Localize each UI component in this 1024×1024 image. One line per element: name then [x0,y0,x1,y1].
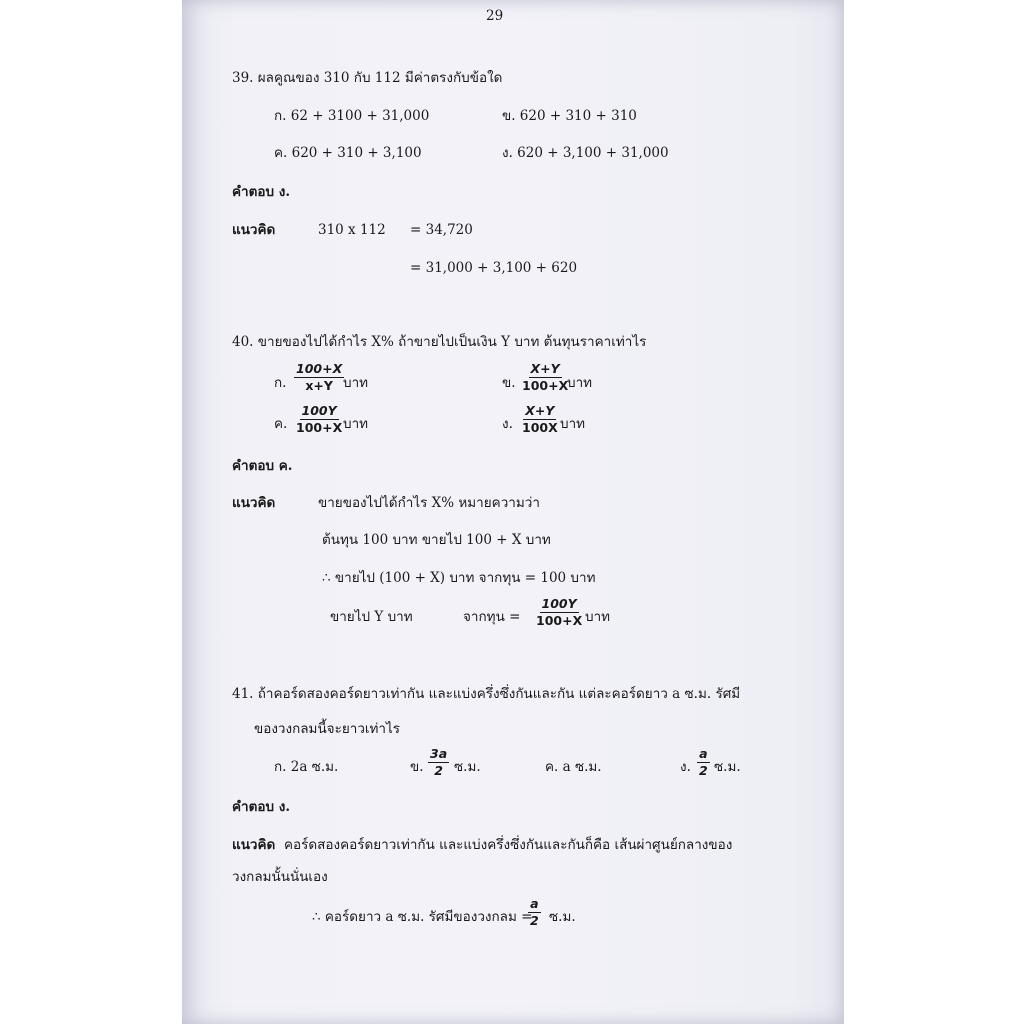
q41-method-line-2: วงกลมนั้นนั่นเอง [232,869,328,885]
q40-method-line-4: ขายไป Y บาท [330,609,413,625]
q40-choice-a-fraction [294,362,344,394]
q39-equation-2: = 31,000 + 3,100 + 620 [410,260,578,276]
q40-method-line-2: ต้นทุน 100 บาท ขายไป 100 + X บาท [322,532,551,548]
q40-choice-b-unit: บาท [567,375,593,391]
q41-question-line-2: ของวงกลมนี้จะยาวเท่าไร [254,721,401,737]
q40-choice-c-label: ค. [274,416,288,432]
q41-choice-d-fraction [697,747,710,779]
q41-choice-b-fraction [428,747,449,779]
q39-question: 39. ผลคูณของ 310 กับ 112 มีค่าตรงกับข้อใด [232,70,503,86]
fraction-numerator: a [697,747,709,763]
fraction-numerator: 3a [428,747,449,763]
q40-method-line-4-equals: จากทุน = [463,609,521,625]
q41-choice-a: ก. 2a ซ.ม. [274,759,339,775]
q39-answer: คำตอบ ง. [232,184,291,200]
q40-choice-c-fraction [294,404,344,436]
q39-work-lhs: 310 x 112 [318,222,386,238]
q41-conclusion-unit: ซ.ม. [549,909,576,925]
fraction-denominator: 2 [530,913,539,929]
q41-question-line-1: 41. ถ้าคอร์ดสองคอร์ดยาวเท่ากัน และแบ่งครึ่งซึ่งกันและกัน แต่ละคอร์ดยาว a ซ.ม. รัศมี [232,686,741,702]
q40-choice-d-label: ง. [502,416,513,432]
q40-choice-a-unit: บาท [343,375,369,391]
fraction-numerator: X+Y [523,404,556,420]
q39-equation-1: = 34,720 [410,222,473,238]
q40-method-unit: บาท [585,609,611,625]
q40-choice-d-fraction [520,404,560,436]
q41-choice-c: ค. a ซ.ม. [545,759,602,775]
fraction-numerator: 100Y [300,404,339,420]
fraction-numerator: a [528,897,540,913]
q41-method-line-1: คอร์ดสองคอร์ดยาวเท่ากัน และแบ่งครึ่งซึ่งกันและกันก็คือ เส้นผ่าศูนย์กลางของ [284,837,733,853]
q39-method-label: แนวคิด [232,222,276,238]
q40-choice-c-unit: บาท [343,416,369,432]
q41-choice-b-label: ข. [410,759,424,775]
q39-choice-d: ง. 620 + 3,100 + 31,000 [502,145,669,161]
q39-choice-c: ค. 620 + 310 + 3,100 [274,145,422,161]
q41-conclusion: ∴ คอร์ดยาว a ซ.ม. รัศมีของวงกลม = [312,909,533,925]
fraction-denominator: 2 [434,763,443,779]
q40-answer: คำตอบ ค. [232,458,293,474]
q39-choice-a: ก. 62 + 3100 + 31,000 [274,108,430,124]
q41-choice-b-unit: ซ.ม. [454,759,481,775]
q39-choice-b: ข. 620 + 310 + 310 [502,108,637,124]
fraction-denominator: 2 [699,763,708,779]
q40-question: 40. ขายของไปได้กำไร X% ถ้าขายไปเป็นเงิน Y บาท ต้นทุนราคาเท่าไร [232,334,647,350]
q41-choice-d-label: ง. [680,759,691,775]
q40-choice-b-label: ข. [502,375,516,391]
q41-answer: คำตอบ ง. [232,799,291,815]
fraction-numerator: X+Y [529,362,562,378]
fraction-denominator: 100+X [536,613,583,629]
fraction-denominator: 100X [522,420,558,436]
q41-conclusion-fraction [528,897,541,929]
q41-method-label: แนวคิด [232,837,276,853]
q40-method-label: แนวคิด [232,495,276,511]
q40-method-line-3: ∴ ขายไป (100 + X) บาท จากทุน = 100 บาท [322,570,596,586]
q40-method-line-1: ขายของไปได้กำไร X% หมายความว่า [318,495,540,511]
fraction-numerator: 100+X [294,362,344,378]
fraction-denominator: x+Y [305,378,333,394]
page-number: 29 [486,8,504,24]
fraction-denominator: 100+X [522,378,569,394]
q40-choice-b-fraction [520,362,570,394]
fraction-denominator: 100+X [296,420,343,436]
q41-choice-d-unit: ซ.ม. [714,759,741,775]
q40-choice-a-label: ก. [274,375,287,391]
fraction-numerator: 100Y [540,597,579,613]
q40-method-fraction [534,597,584,629]
q40-choice-d-unit: บาท [560,416,586,432]
